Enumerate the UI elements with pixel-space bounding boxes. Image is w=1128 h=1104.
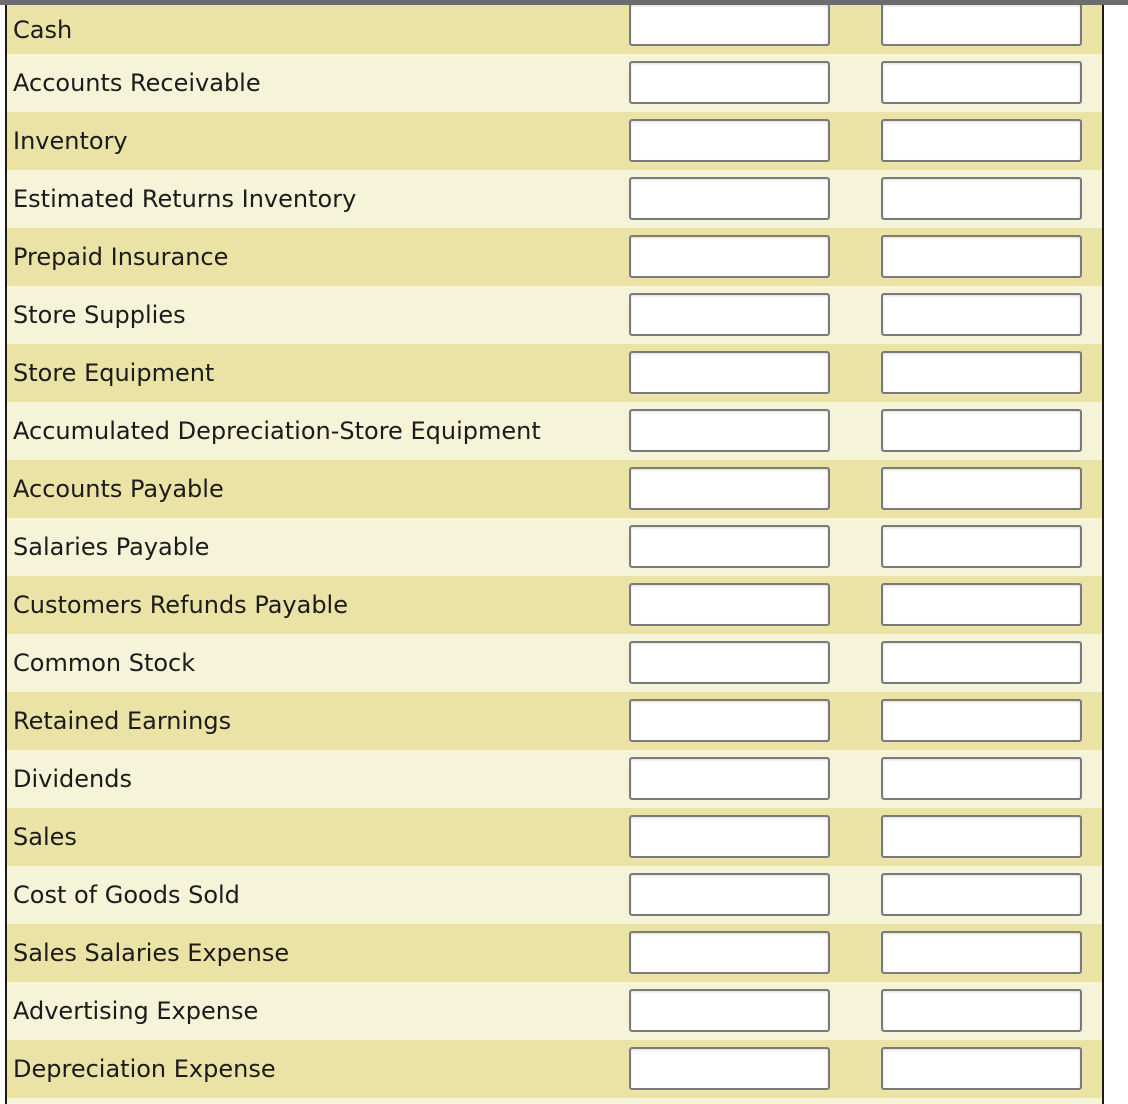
account-label: Common Stock bbox=[13, 649, 196, 677]
table-row bbox=[7, 982, 1102, 1040]
credit-input[interactable] bbox=[881, 5, 1082, 46]
account-label: Dividends bbox=[13, 765, 132, 793]
table-row bbox=[7, 402, 1102, 460]
debit-input[interactable] bbox=[629, 1047, 830, 1090]
account-label: Advertising Expense bbox=[13, 997, 259, 1025]
credit-input[interactable] bbox=[881, 293, 1082, 336]
account-label: Store Equipment bbox=[13, 359, 215, 387]
debit-input[interactable] bbox=[629, 119, 830, 162]
debit-input[interactable] bbox=[629, 61, 830, 104]
table-row bbox=[7, 808, 1102, 866]
table-row bbox=[7, 518, 1102, 576]
debit-input[interactable] bbox=[629, 409, 830, 452]
account-label: Sales Salaries Expense bbox=[13, 939, 290, 967]
debit-input[interactable] bbox=[629, 351, 830, 394]
debit-input[interactable] bbox=[629, 989, 830, 1032]
credit-input[interactable] bbox=[881, 61, 1082, 104]
debit-input[interactable] bbox=[629, 235, 830, 278]
table-row bbox=[7, 170, 1102, 228]
debit-input[interactable] bbox=[629, 757, 830, 800]
account-label: Store Supplies bbox=[13, 301, 186, 329]
table-row bbox=[7, 924, 1102, 982]
credit-input[interactable] bbox=[881, 815, 1082, 858]
credit-input[interactable] bbox=[881, 1047, 1082, 1090]
account-label: Accounts Receivable bbox=[13, 69, 261, 97]
account-label: Salaries Payable bbox=[13, 533, 210, 561]
table-row bbox=[7, 1098, 1102, 1104]
account-label: Cash bbox=[13, 15, 73, 44]
table-row bbox=[7, 460, 1102, 518]
debit-input[interactable] bbox=[629, 293, 830, 336]
table-row bbox=[7, 692, 1102, 750]
debit-input[interactable] bbox=[629, 931, 830, 974]
credit-input[interactable] bbox=[881, 583, 1082, 626]
account-label: Cost of Goods Sold bbox=[13, 881, 240, 909]
table-row bbox=[7, 54, 1102, 112]
table-row bbox=[7, 634, 1102, 692]
credit-input[interactable] bbox=[881, 467, 1082, 510]
credit-input[interactable] bbox=[881, 177, 1082, 220]
table-row bbox=[7, 576, 1102, 634]
credit-input[interactable] bbox=[881, 873, 1082, 916]
credit-input[interactable] bbox=[881, 757, 1082, 800]
credit-input[interactable] bbox=[881, 235, 1082, 278]
account-label: Depreciation Expense bbox=[13, 1055, 276, 1083]
debit-input[interactable] bbox=[629, 699, 830, 742]
table-row bbox=[7, 344, 1102, 402]
table-row bbox=[7, 866, 1102, 924]
debit-input[interactable] bbox=[629, 177, 830, 220]
credit-input[interactable] bbox=[881, 351, 1082, 394]
account-label: Sales bbox=[13, 823, 77, 851]
credit-input[interactable] bbox=[881, 989, 1082, 1032]
debit-input[interactable] bbox=[629, 873, 830, 916]
account-label: Customers Refunds Payable bbox=[13, 591, 348, 619]
account-label: Accounts Payable bbox=[13, 475, 224, 503]
account-label: Inventory bbox=[13, 127, 128, 155]
debit-input[interactable] bbox=[629, 583, 830, 626]
trial-balance-table bbox=[5, 5, 1104, 1104]
credit-input[interactable] bbox=[881, 525, 1082, 568]
debit-input[interactable] bbox=[629, 5, 830, 46]
table-row bbox=[7, 286, 1102, 344]
account-label: Accumulated Depreciation-Store Equipment bbox=[13, 417, 541, 445]
credit-input[interactable] bbox=[881, 931, 1082, 974]
credit-input[interactable] bbox=[881, 119, 1082, 162]
credit-input[interactable] bbox=[881, 699, 1082, 742]
debit-input[interactable] bbox=[629, 467, 830, 510]
account-label: Retained Earnings bbox=[13, 707, 232, 735]
credit-input[interactable] bbox=[881, 641, 1082, 684]
debit-input[interactable] bbox=[629, 641, 830, 684]
debit-input[interactable] bbox=[629, 525, 830, 568]
account-label: Estimated Returns Inventory bbox=[13, 185, 357, 213]
table-row bbox=[7, 750, 1102, 808]
account-label: Prepaid Insurance bbox=[13, 243, 229, 271]
table-row bbox=[7, 112, 1102, 170]
table-row bbox=[7, 5, 1102, 54]
credit-input[interactable] bbox=[881, 409, 1082, 452]
debit-input[interactable] bbox=[629, 815, 830, 858]
table-row bbox=[7, 228, 1102, 286]
table-row bbox=[7, 1040, 1102, 1098]
